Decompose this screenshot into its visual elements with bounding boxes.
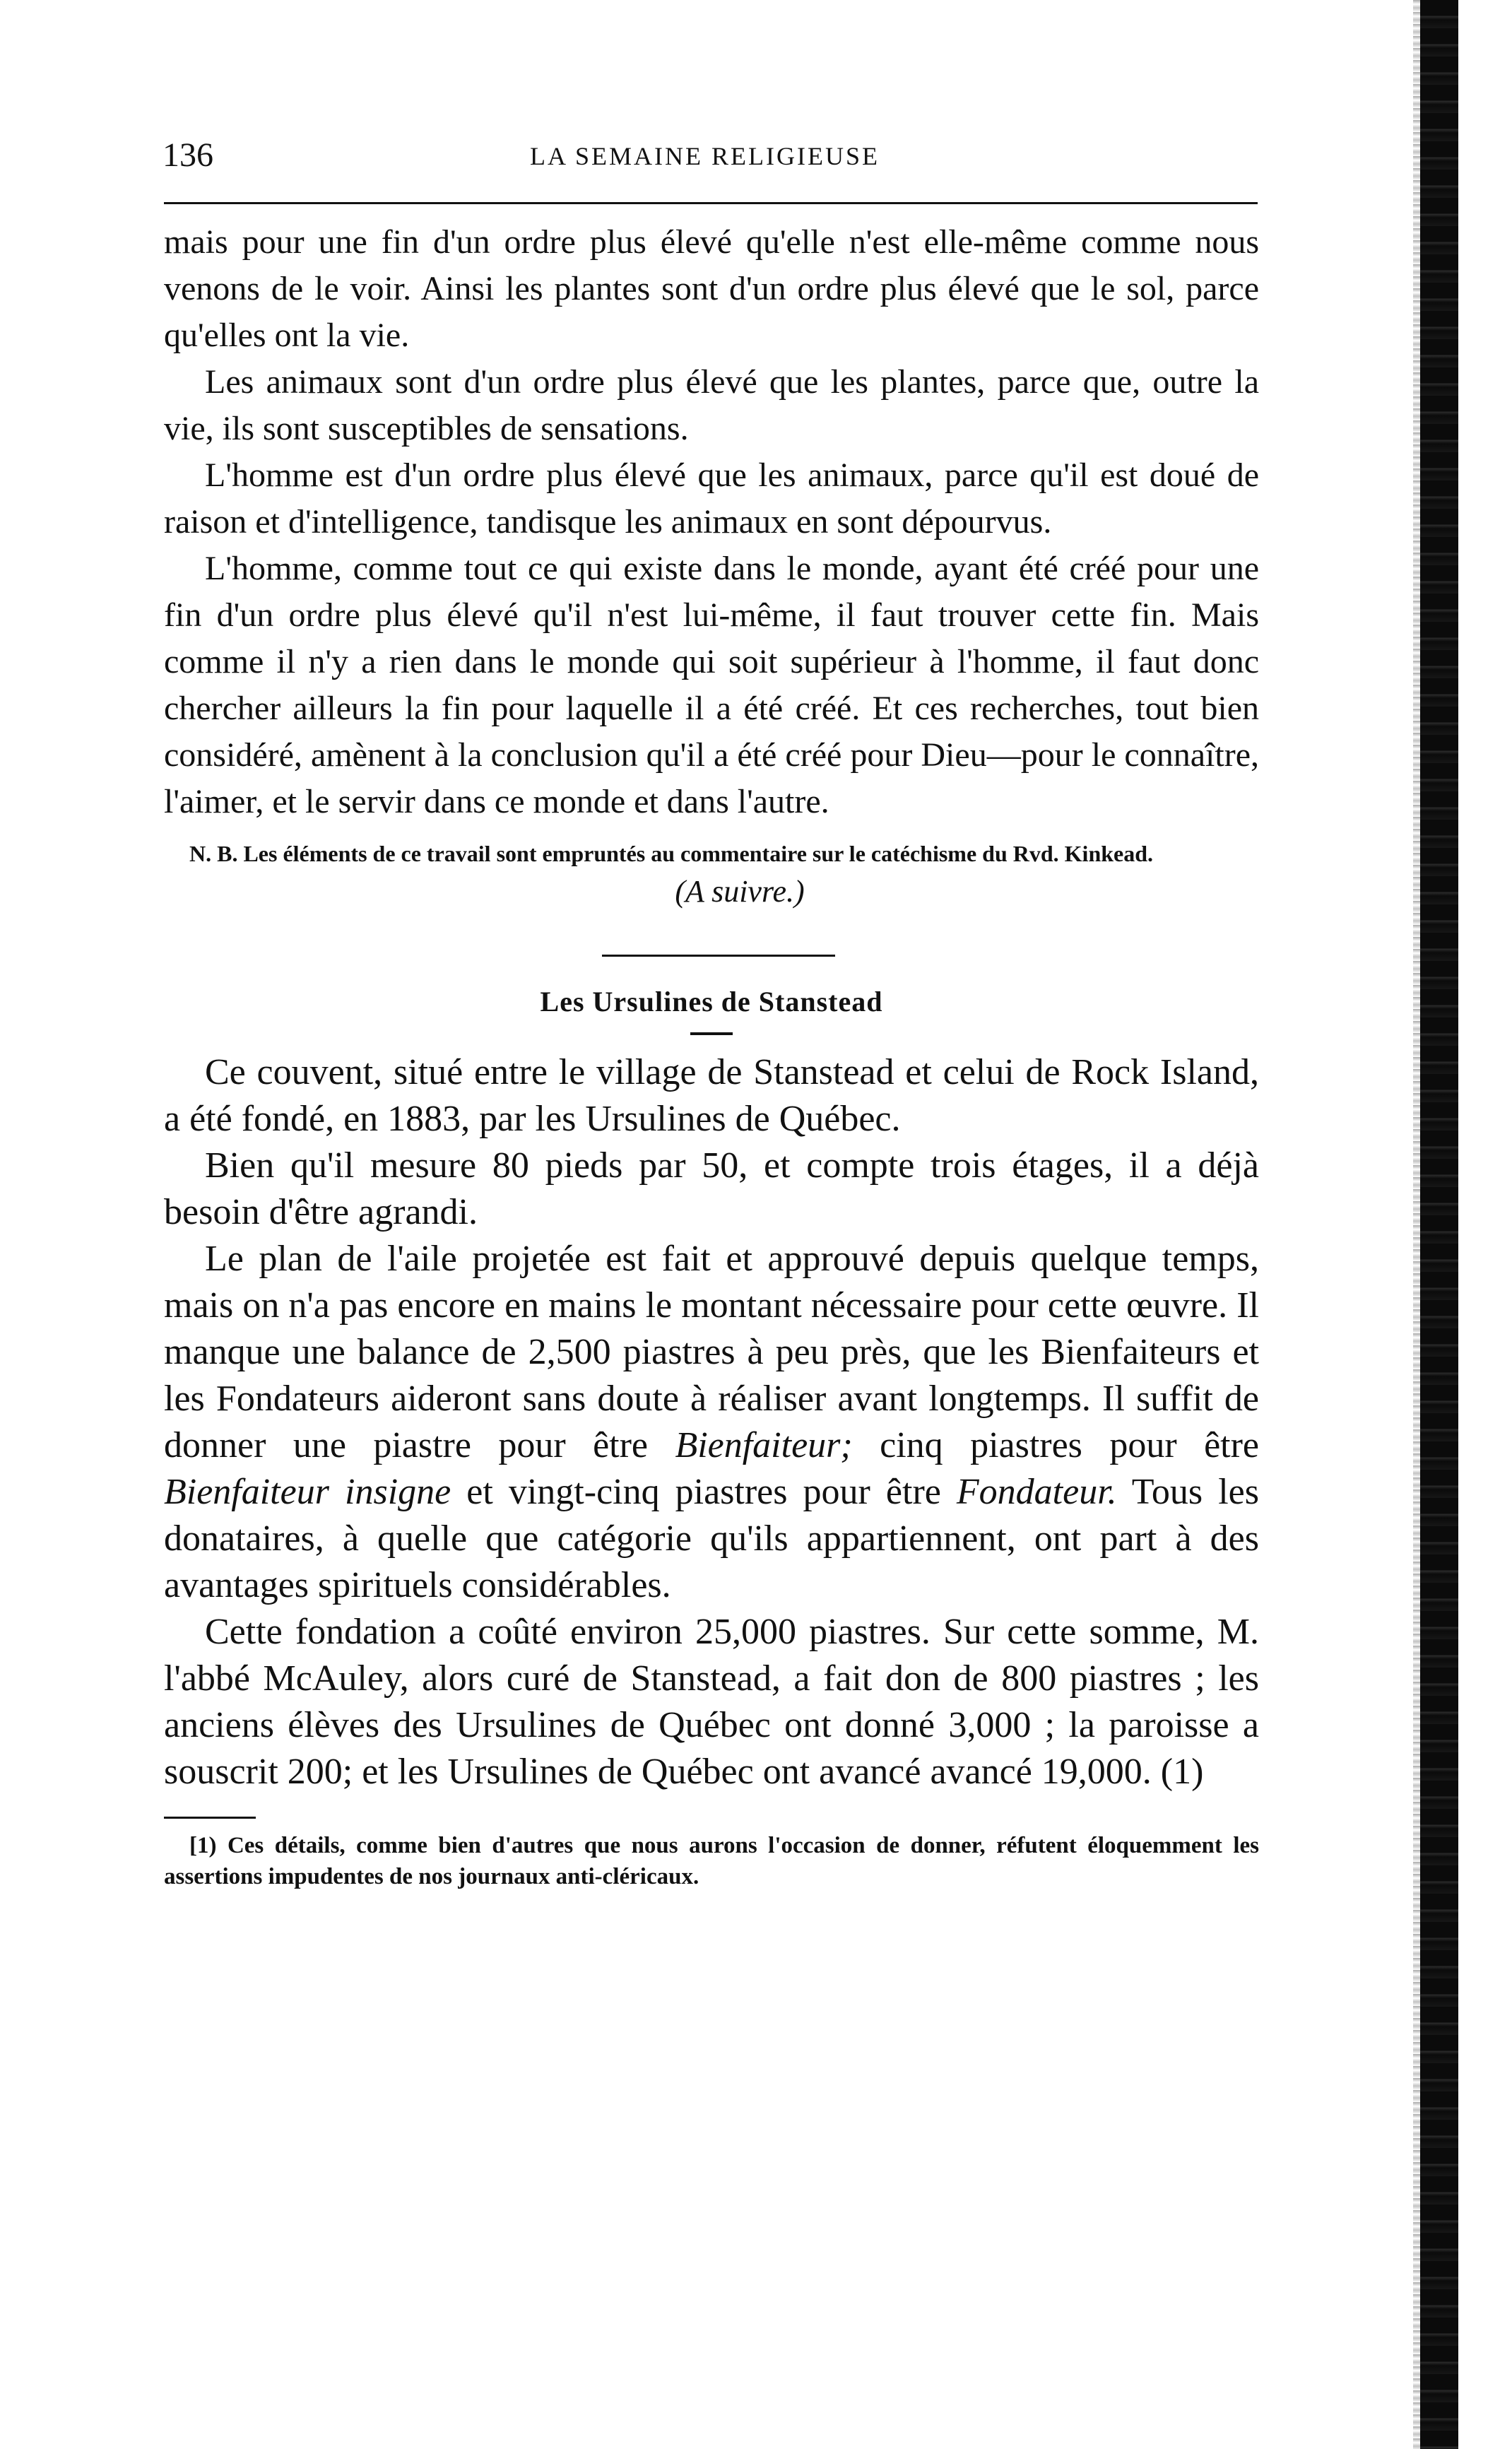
plan-text-2: cinq piastres pour être xyxy=(852,1425,1259,1465)
plan-text-1: Le plan de l'aile projetée est fait et approuvé depuis quelque temps, mais on n'a pas encore en mains le montant nécessaire pour cette œuvre. Il manque une balance de 2,500 piastres à peu près, que les Bienfaiteurs et les Fondateurs aideront sans doute à réaliser avant longtemps. Il suffit de donner une piastre pour être xyxy=(164,1239,1259,1465)
section-separator xyxy=(602,955,835,957)
plan-text-4: Tous les donataires, à quelle que catégorie qu'ils appartiennent, ont part à des avantages spirituels considérables. xyxy=(164,1472,1259,1605)
editorial-note: N. B. Les éléments de ce travail sont empruntés au commentaire sur le catéchisme du Rvd. Kinkead. xyxy=(189,841,1154,866)
paragraph-plan-aile xyxy=(164,1236,1259,1609)
page-number: 136 xyxy=(163,136,213,174)
title-underline xyxy=(690,1032,733,1035)
header-rule xyxy=(164,202,1258,204)
paragraph-homme-raison: L'homme est d'un ordre plus élevé que les animaux, parce qu'il est doué de raison et d'intelligence, tandisque les animaux en sont dépourvus. xyxy=(164,456,1259,541)
term-bienfaiteur: Bienfaiteur; xyxy=(675,1425,853,1465)
paragraph-fondation: Cette fondation a coûté environ 25,000 piastres. Sur cette somme, M. l'abbé McAuley, alors curé de Stanstead, a fait don de 800 piastres ; les anciens élèves des Ursulines de Québec ont donné 3,000 ; la paroisse a souscrit 200; et les Ursulines de Québec ont avancé avancé 19,000. (1) xyxy=(164,1612,1259,1792)
footnote-rule xyxy=(164,1817,256,1819)
book-binding xyxy=(1420,0,1458,2449)
term-bienfaiteur-insigne: Bienfaiteur insigne xyxy=(164,1472,451,1512)
paragraph-couvent: Ce couvent, situé entre le village de Stanstead et celui de Rock Island, a été fondé, en 1883, par les Ursulines de Québec. xyxy=(164,1052,1259,1139)
paragraph-dimensions: Bien qu'il mesure 80 pieds par 50, et compte trois étages, il a déjà besoin d'être agrandi. xyxy=(164,1145,1259,1232)
paragraph-continuation: mais pour une fin d'un ordre plus élevé qu'elle n'est elle-même comme nous venons de le voir. Ainsi les plantes sont d'un ordre plus élevé que le sol, parce qu'elles ont la vie. xyxy=(164,223,1259,354)
to-be-continued: (A suivre.) xyxy=(675,874,805,909)
plan-text-3: et vingt-cinq piastres pour être xyxy=(451,1472,957,1512)
footnote: [1) Ces détails, comme bien d'autres que nous aurons l'occasion de donner, réfutent éloquemment les assertions impudentes de nos journaux anti-cléricaux. xyxy=(164,1833,1259,1889)
running-title: LA SEMAINE RELIGIEUSE xyxy=(530,142,880,170)
section-title: Les Ursulines de Stanstead xyxy=(540,986,883,1017)
paragraph-homme-fin: L'homme, comme tout ce qui existe dans le monde, ayant été créé pour une fin d'un ordre plus élevé qu'il n'est lui-même, il faut trouver cette fin. Mais comme il n'y a rien dans le monde qui soit supérieur à l'homme, il faut donc chercher ailleurs la fin pour laquelle il a été créé. Et ces recherches, tout bien considéré, amènent à la conclusion qu'il a été créé pour Dieu—pour le connaître, l'aimer, et le servir dans ce monde et dans l'autre. xyxy=(164,550,1259,820)
term-fondateur: Fondateur. xyxy=(956,1472,1117,1512)
page-body xyxy=(164,219,1259,1892)
page-header xyxy=(163,136,1251,178)
paragraph-animaux: Les animaux sont d'un ordre plus élevé que les plantes, parce que, outre la vie, ils sont susceptibles de sensations. xyxy=(164,363,1259,447)
